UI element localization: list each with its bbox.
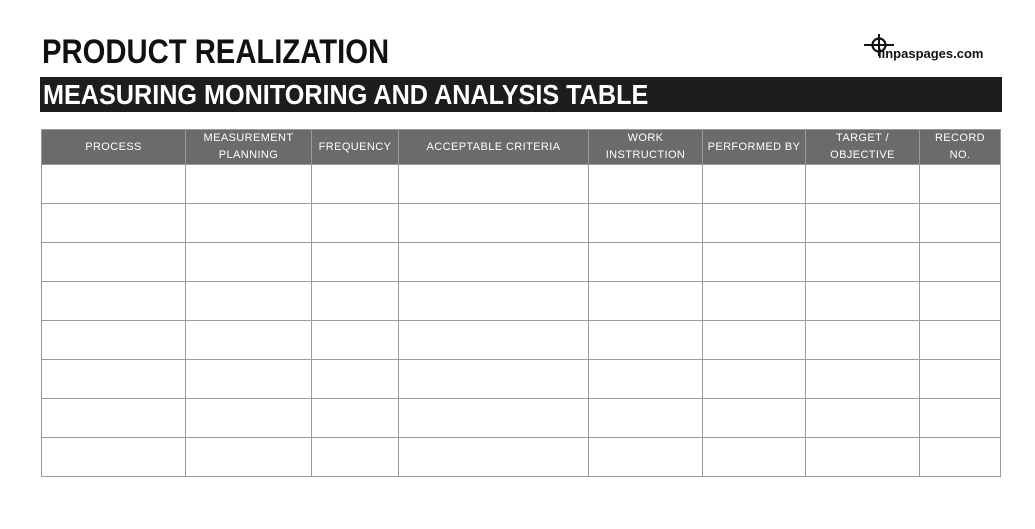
column-header-process: PROCESS	[42, 130, 186, 165]
table-cell[interactable]	[703, 243, 806, 282]
brand-logo	[864, 34, 1004, 64]
table-row	[42, 360, 1001, 399]
column-header-frequency: FREQUENCY	[312, 130, 399, 165]
table-cell[interactable]	[806, 204, 920, 243]
table-cell[interactable]	[589, 243, 703, 282]
table-cell[interactable]	[703, 399, 806, 438]
table-cell[interactable]	[399, 204, 589, 243]
table-cell[interactable]	[589, 321, 703, 360]
table-cell[interactable]	[42, 321, 186, 360]
table-cell[interactable]	[806, 165, 920, 204]
table-cell[interactable]	[703, 204, 806, 243]
column-header-acceptable-criteria: ACCEPTABLE CRITERIA	[399, 130, 589, 165]
table-cell[interactable]	[920, 165, 1001, 204]
column-header-performed-by: PERFORMED BY	[703, 130, 806, 165]
column-header-record-no: RECORD NO.	[920, 130, 1001, 165]
table-cell[interactable]	[399, 321, 589, 360]
table-cell[interactable]	[806, 438, 920, 477]
table-row	[42, 204, 1001, 243]
table-cell[interactable]	[42, 399, 186, 438]
table-cell[interactable]	[920, 204, 1001, 243]
table-cell[interactable]	[920, 438, 1001, 477]
table-cell[interactable]	[589, 438, 703, 477]
table-cell[interactable]	[312, 282, 399, 321]
table-cell[interactable]	[589, 204, 703, 243]
table-cell[interactable]	[920, 360, 1001, 399]
table-cell[interactable]	[186, 399, 312, 438]
table-row	[42, 438, 1001, 477]
table-cell[interactable]	[806, 243, 920, 282]
table-row	[42, 282, 1001, 321]
table-cell[interactable]	[589, 282, 703, 321]
table-cell[interactable]	[703, 321, 806, 360]
table-cell[interactable]	[42, 204, 186, 243]
table-cell[interactable]	[920, 282, 1001, 321]
table-cell[interactable]	[312, 204, 399, 243]
table-cell[interactable]	[312, 399, 399, 438]
table-cell[interactable]	[703, 165, 806, 204]
table-cell[interactable]	[399, 399, 589, 438]
column-header-measurement-planning: MEASUREMENT PLANNING	[186, 130, 312, 165]
table-cell[interactable]	[186, 282, 312, 321]
table-cell[interactable]	[703, 282, 806, 321]
table-cell[interactable]	[312, 360, 399, 399]
table-cell[interactable]	[920, 399, 1001, 438]
table-cell[interactable]	[920, 321, 1001, 360]
table-cell[interactable]	[399, 282, 589, 321]
subtitle-banner	[40, 77, 1002, 112]
table-cell[interactable]	[312, 165, 399, 204]
table-header-row	[42, 130, 1001, 165]
table-cell[interactable]	[399, 438, 589, 477]
table-cell[interactable]	[42, 243, 186, 282]
table-cell[interactable]	[399, 165, 589, 204]
page-title: PRODUCT REALIZATION	[42, 33, 390, 71]
table-cell[interactable]	[312, 321, 399, 360]
table-row	[42, 399, 1001, 438]
table-cell[interactable]	[186, 360, 312, 399]
table-cell[interactable]	[920, 243, 1001, 282]
table-cell[interactable]	[42, 165, 186, 204]
logo-text: linpaspages.com	[878, 46, 984, 61]
table-cell[interactable]	[806, 282, 920, 321]
subtitle-text: MEASURING MONITORING AND ANALYSIS TABLE	[43, 79, 649, 110]
column-header-work-instruction: WORK INSTRUCTION	[589, 130, 703, 165]
table-row	[42, 243, 1001, 282]
table-cell[interactable]	[186, 165, 312, 204]
table-cell[interactable]	[589, 399, 703, 438]
table-cell[interactable]	[399, 360, 589, 399]
table-cell[interactable]	[399, 243, 589, 282]
table-cell[interactable]	[186, 438, 312, 477]
table-row	[42, 165, 1001, 204]
table-cell[interactable]	[589, 165, 703, 204]
table-cell[interactable]	[42, 282, 186, 321]
table-cell[interactable]	[312, 438, 399, 477]
table-cell[interactable]	[186, 321, 312, 360]
table-cell[interactable]	[703, 438, 806, 477]
table-cell[interactable]	[806, 321, 920, 360]
table-cell[interactable]	[806, 399, 920, 438]
column-header-target-objective: TARGET / OBJECTIVE	[806, 130, 920, 165]
table-cell[interactable]	[589, 360, 703, 399]
table-cell[interactable]	[312, 243, 399, 282]
table-cell[interactable]	[186, 204, 312, 243]
table-cell[interactable]	[806, 360, 920, 399]
table-cell[interactable]	[186, 243, 312, 282]
table-row	[42, 321, 1001, 360]
table-cell[interactable]	[703, 360, 806, 399]
table-cell[interactable]	[42, 360, 186, 399]
measurement-table	[41, 129, 1001, 477]
table-cell[interactable]	[42, 438, 186, 477]
